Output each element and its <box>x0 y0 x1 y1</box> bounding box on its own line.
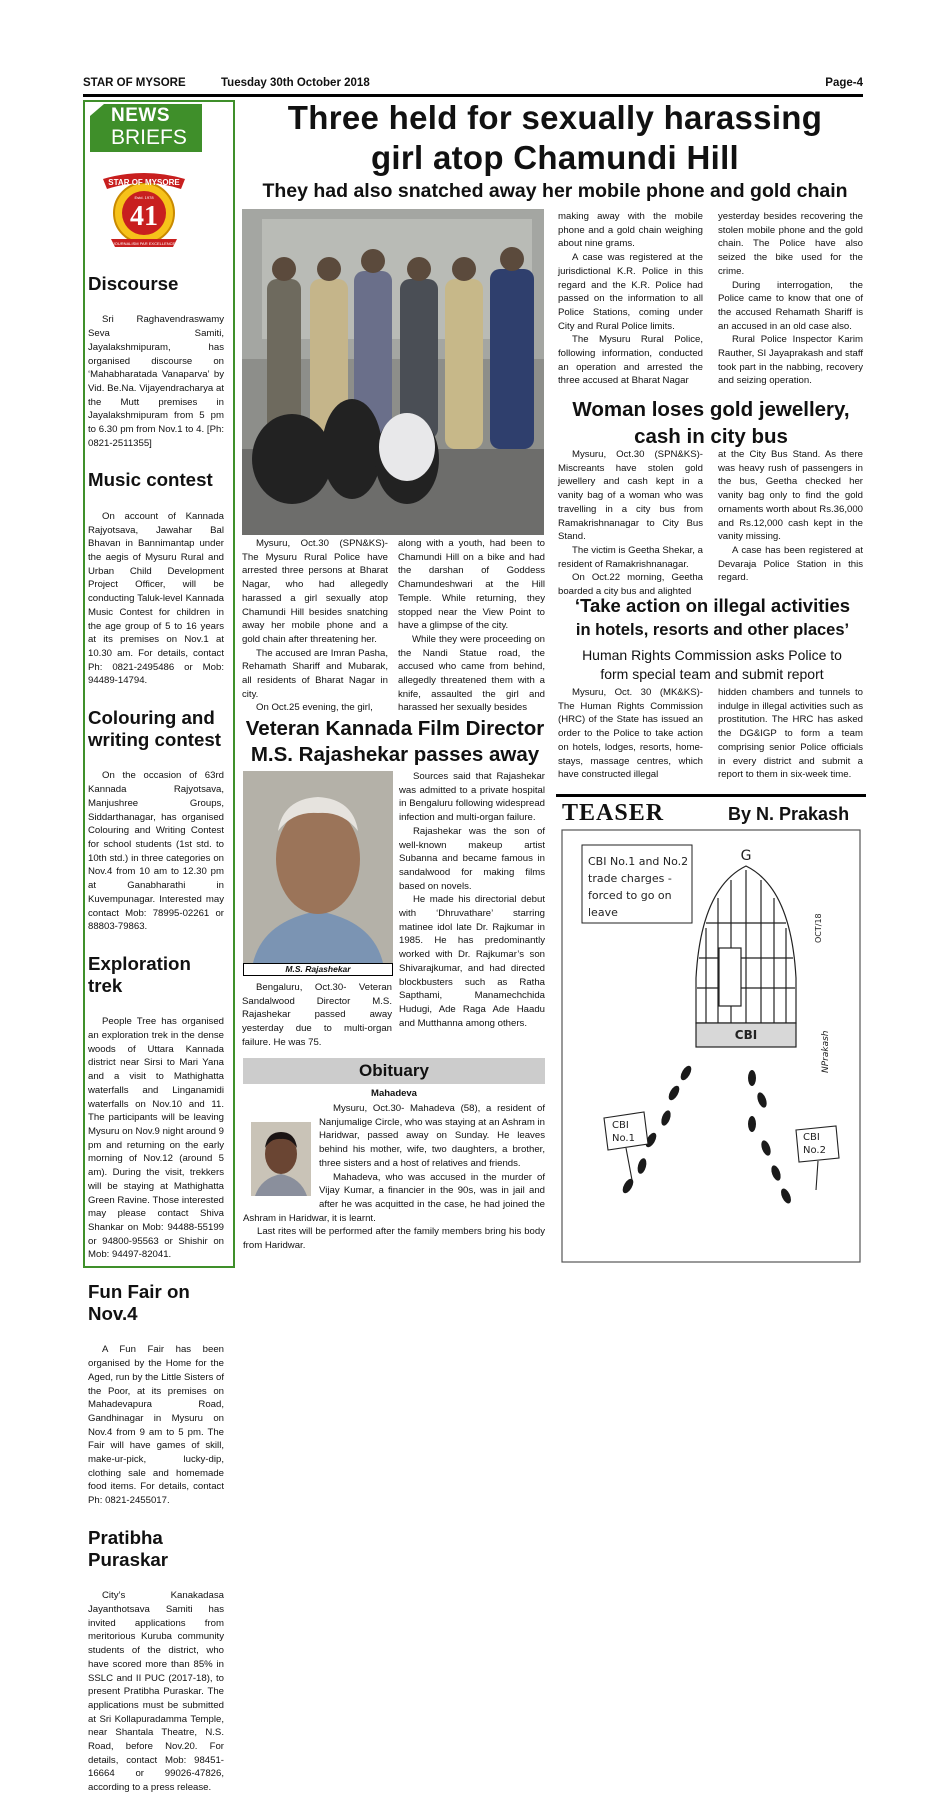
teaser-title: TEASER <box>562 800 665 826</box>
brief-body: On the occasion of 63rd Kannada Rajyotsava, Manjushree Groups, Siddarthanagar, has organised Colouring and Writing Contest for school students (1st std. to 10th std.) in three categories on Nov.4 from 10 am to 12.30 pm at Ganabharathi in Kuvempunagar. Interested may contact Mob: 78995-02261 or 88803-79863. <box>88 770 224 933</box>
hrc-subheadline-line-1: Human Rights Commission asks Police to <box>582 647 842 663</box>
hrc-col-2 <box>718 686 863 782</box>
logo-estd: Estd. 1978 <box>134 195 154 200</box>
brief-title: Exploration trek <box>88 952 191 996</box>
rajashekar-headline-line-1: Veteran Kannada Film Director <box>245 717 545 740</box>
obituary-name: Mahadeva <box>371 1088 417 1099</box>
lead-paragraph: A case was registered at the jurisdictional K.R. Police in this regard and the K.R. Police had passed on the information to all Police Stations, coming under City and Rural Police limits. <box>558 252 703 332</box>
lead-paragraph: Mysuru, Oct.30 (SPN&KS)- The Mysuru Rural Police have arrested three persons at Bharat Nagar, who had allegedly harassed a girl sexually atop Chamundi Hill besides snatching away her mobile phone and a gold chain after threatening her. <box>242 538 388 645</box>
note-line: forced to go on <box>588 889 672 902</box>
brief-item <box>88 469 224 688</box>
brief-body: Sri Raghavendraswamy Seva Samiti, Jayalakshmipuram, has organised discourse on ‘Mahabharatada Vanaparva’ by Vid. Be.Na. Vijayendracharya at the Mutt premises in Jayalakshmipuram from 5 pm to 6.30 pm from Nov.1 to 4. [Ph: 0821-2511355] <box>88 314 224 449</box>
lead-paragraph: yesterday besides recovering the stolen mobile phone and the gold chain. The Police have also seized the bike used for the crime. <box>718 211 863 277</box>
obituary-paragraph: Last rites will be performed after the family members bring his body from Haridwar. <box>243 1226 545 1252</box>
obituary-paragraph: Mysuru, Oct.30- Mahadeva (58), a resident of Nanjumalige Circle, who was staying at an Ashram in Haridwar, passed away on Sunday. He leaves behind his mother, wife, two daughters, a brother, three sisters and a host of relatives and friends. <box>319 1103 545 1169</box>
rajashekar-headline <box>240 716 550 768</box>
logo-number: 41 <box>130 201 158 232</box>
cage-top-letter: G <box>740 848 752 864</box>
lead-headline <box>240 98 870 178</box>
banner-briefs: BRIEFS <box>111 126 187 149</box>
lead-paragraph: On Oct.25 evening, the girl, <box>256 702 373 714</box>
obituary-photo <box>251 1122 311 1196</box>
lead-subheadline: They had also snatched away her mobile phone and gold chain <box>262 180 848 202</box>
teaser-rule <box>556 794 866 797</box>
gold-paragraph: On Oct.22 morning, Geetha boarded a city bus and alighted <box>558 572 703 598</box>
sign2-line: CBI <box>803 1132 820 1143</box>
brief-body: On account of Kannada Rajyotsava, Jawahar Bal Bhavan in Bannimantap under the aegis of Mysuru Rural and Urban Child Development Project Officer, will be conducting Taluk-level Kannada Music Contest for children in the age group of 5 to 16 years at its premises on Nov.1 at 10.30 am. For details, contact Ph: 0821-2495486 or Mob: 94489-14794. <box>88 510 224 687</box>
brief-item <box>88 707 224 934</box>
gold-headline-line-1: Woman loses gold jewellery, <box>572 398 850 421</box>
rajashekar-paragraph: Sources said that Rajashekar was admitted to a private hospital in Bengaluru following widespread infection and multi-organ failure. <box>399 771 545 824</box>
hrc-headline <box>556 594 869 642</box>
brief-item <box>88 1527 224 1795</box>
paper-name: STAR OF MYSORE <box>83 77 186 89</box>
brief-title: Music contest <box>88 469 213 491</box>
gold-paragraph: A case has been registered at Devaraja Police Station in this regard. <box>718 544 863 584</box>
cartoon-date: OCT/18 <box>814 913 823 943</box>
rajashekar-caption: M.S. Rajashekar <box>243 963 393 976</box>
brief-title: Fun Fair on Nov.4 <box>88 1280 190 1324</box>
gold-paragraph: The victim is Geetha Shekar, a resident of Ramakrishnanagar. <box>558 544 703 570</box>
lead-col-1 <box>242 537 388 715</box>
hrc-headline-line-1: ‘Take action on illegal activities <box>574 595 851 616</box>
hrc-subheadline-line-2: form special team and submit report <box>600 666 824 682</box>
gold-headline-line-2: cash in city bus <box>634 425 788 448</box>
note-line: CBI No.1 and No.2 <box>588 855 689 868</box>
rajashekar-col-2 <box>399 770 545 1030</box>
page-number: Page-4 <box>825 77 863 89</box>
logo-motto: JOURNALISM PAR EXCELLENCE <box>112 241 176 246</box>
arrest-photo <box>242 209 544 535</box>
lead-paragraph: Rural Police Inspector Karim Rauther, SI Jayaprakash and staff took part in the nabbing, recovery and seizing operation. <box>718 334 863 387</box>
sign1-line: No.1 <box>612 1133 635 1144</box>
rajashekar-paragraph: He made his directorial debut with ‘Dhruvathare’ starring matinee idol late Dr. Rajkumar in 1985. He has predominantly worked with Dr. Rajkumar’s son Shivarajkumar, and had directed blockbusters such as Ratha Sapthami, Manamechchida Hudugi, Ade Raga Ade Haadu and Mutthanna among others. <box>399 894 545 1029</box>
note-line: leave <box>588 906 618 919</box>
brief-item <box>88 953 224 1262</box>
brief-body: City’s Kanakadasa Jayanthotsava Samiti has invited applications from meritorious Kuruba community students of the district, who have scored more than 85% in SSLC and II PUC (2017-18), to present Pratibha Puraskar. The applications must be submitted at Sri Kollapuradamma Temple, near Shantala Theatre, N.S. Road, before Nov.20. For details, contact Mob: 98451-16664 or 99026-47826, according to a press release. <box>88 1590 224 1794</box>
rajashekar-paragraph: Rajashekar was the son of well-known makeup artist Subanna and became famous in sandalwood for making films based on novels. <box>399 825 545 892</box>
logo-ribbon-text: STAR OF MYSORE <box>108 178 180 187</box>
gold-col-1 <box>558 448 703 599</box>
rajashekar-headline-line-2: M.S. Rajashekar passes away <box>250 743 540 766</box>
gold-paragraph: at the City Bus Stand. As there was heavy rush of passengers in the bus, Geetha checked her vanity bag only to find the gold ornaments worth about Rs.36,000 and Rs.12,000 cash kept in the vanity missing. <box>718 449 863 543</box>
brief-title: Colouring and writing contest <box>88 706 222 750</box>
hrc-col-1 <box>558 686 703 782</box>
sign1-line: CBI <box>612 1120 629 1131</box>
brief-item <box>88 273 224 451</box>
lead-col-2 <box>398 537 545 715</box>
obituary-paragraph: Mahadeva, who was accused in the murder of Vijay Kumar, a financier in the 90s, was in jail and after he was acquitted in the case, he had joined the Ashram in Haridwar, it is learnt. <box>243 1171 545 1224</box>
lead-paragraph: During interrogation, the Police came to know that one of the accused Rehamath Shariff is an accused in an old case also. <box>718 279 863 332</box>
teaser-byline: By N. Prakash <box>728 804 850 824</box>
banner-news: NEWS <box>111 105 170 126</box>
lead-paragraph: The accused are Imran Pasha, Rehamath Shariff and Mubarak, all residents of Bharat Nagar in city. <box>242 647 388 700</box>
brief-item <box>88 1281 224 1508</box>
hrc-headline-line-2: in hotels, resorts and other places’ <box>575 621 850 639</box>
obituary-bar: Obituary <box>243 1058 545 1084</box>
brief-body: People Tree has organised an exploration trek in the dense woods of Uttara Kannada district near Sirsi to Mari Yana and a visit to Mathighatta waterfalls and Linganamidi waterfalls on Nov.10 and 11. The participants will be leaving Mysuru on Nov.9 night around 9 pm and returning on the early morning of Nov.12 (around 5 am). During the visit, trekkers will be staying at Mathighatta Green Ravine. Those interested may please contact Shiva Shankar on Mob: 94488-55199 or 94800-95563 or Shishir on Mob: 94497-82041. <box>88 1016 224 1261</box>
lead-paragraph: The Mysuru Rural Police, following information, conducted an operation and arrested the three accused at Bharat Nagar <box>558 334 703 387</box>
lead-paragraph: making away with the mobile phone and a gold chain weighing about nine grams. <box>558 211 703 250</box>
lead-col-3 <box>558 210 703 388</box>
gold-paragraph: Mysuru, Oct.30 (SPN&KS)- Miscreants have stolen gold jewellery and cash kept in a vanity bag of a woman who was travelling in a city bus from Ramakrishnanagar to City Bus Stand. <box>558 449 703 543</box>
gold-col-2 <box>718 448 863 585</box>
lead-paragraph: While they were proceeding on the Nandi Statue road, the accused who came from behind, allegedly threatened them with a knife, assaulted the girl and harassed her sexually besides <box>398 633 545 714</box>
news-briefs-banner <box>90 104 202 152</box>
lead-paragraph: along with a youth, had been to Chamundi Hill on a bike and had the darshan of Goddess Chamundeshwari at the Hill Temple. While returning, they stopped near the View Point to have a glimpse of the city. <box>398 538 545 632</box>
teaser-cartoon <box>556 828 866 1268</box>
rajashekar-col-1 <box>242 981 392 1050</box>
gold-headline <box>556 396 866 450</box>
lead-col-4 <box>718 210 863 388</box>
hrc-paragraph: Mysuru, Oct. 30 (MK&KS)- The Human Rights Commission (HRC) of the State has issued an order to the Police to take action on hotels, lodges, resorts, home-stays, massage centres, which have constructed illegal <box>558 687 703 781</box>
lead-headline-line-1: Three held for sexually harassing <box>287 99 823 136</box>
rajashekar-photo <box>243 771 393 963</box>
obituary-body <box>243 1102 545 1253</box>
page-header <box>83 74 863 97</box>
issue-date: Tuesday 30th October 2018 <box>221 77 370 89</box>
briefs-list <box>88 254 224 1795</box>
brief-body: A Fun Fair has been organised by the Home for the Aged, run by the Little Sisters of the Poor, at its premises on Mahadevapura Road, Gandhinagar in Mysuru on Nov.4 from 9 am to 5 pm. The Fair will have games of skill, make-ur-pick, lucky-dip, clothing sale and homemade food items. For details, contact Ph: 0821-2455017. <box>88 1344 224 1507</box>
note-line: trade charges - <box>588 872 672 885</box>
hrc-paragraph: hidden chambers and tunnels to indulge in illegal activities such as prostitution. The HRC has asked the DG&IGP to form a team comprising senior Police officials in every district and submit a report to them in six-week time. <box>718 687 863 781</box>
hrc-subheadline <box>556 646 868 684</box>
brief-title: Discourse <box>88 272 179 294</box>
lead-headline-line-2: girl atop Chamundi Hill <box>370 139 740 176</box>
rajashekar-paragraph: Bengaluru, Oct.30- Veteran Sandalwood Director M.S. Rajashekar passed away yesterday due to multi-organ failure. He was 75. <box>242 982 392 1048</box>
brief-title: Pratibha Puraskar <box>88 1526 169 1570</box>
cage-label: CBI <box>734 1028 758 1042</box>
sign-cbi-no1 <box>604 1112 648 1150</box>
anniversary-logo <box>99 165 189 255</box>
sign2-line: No.2 <box>803 1145 826 1156</box>
cartoon-signature: NPrakash <box>821 1030 831 1073</box>
